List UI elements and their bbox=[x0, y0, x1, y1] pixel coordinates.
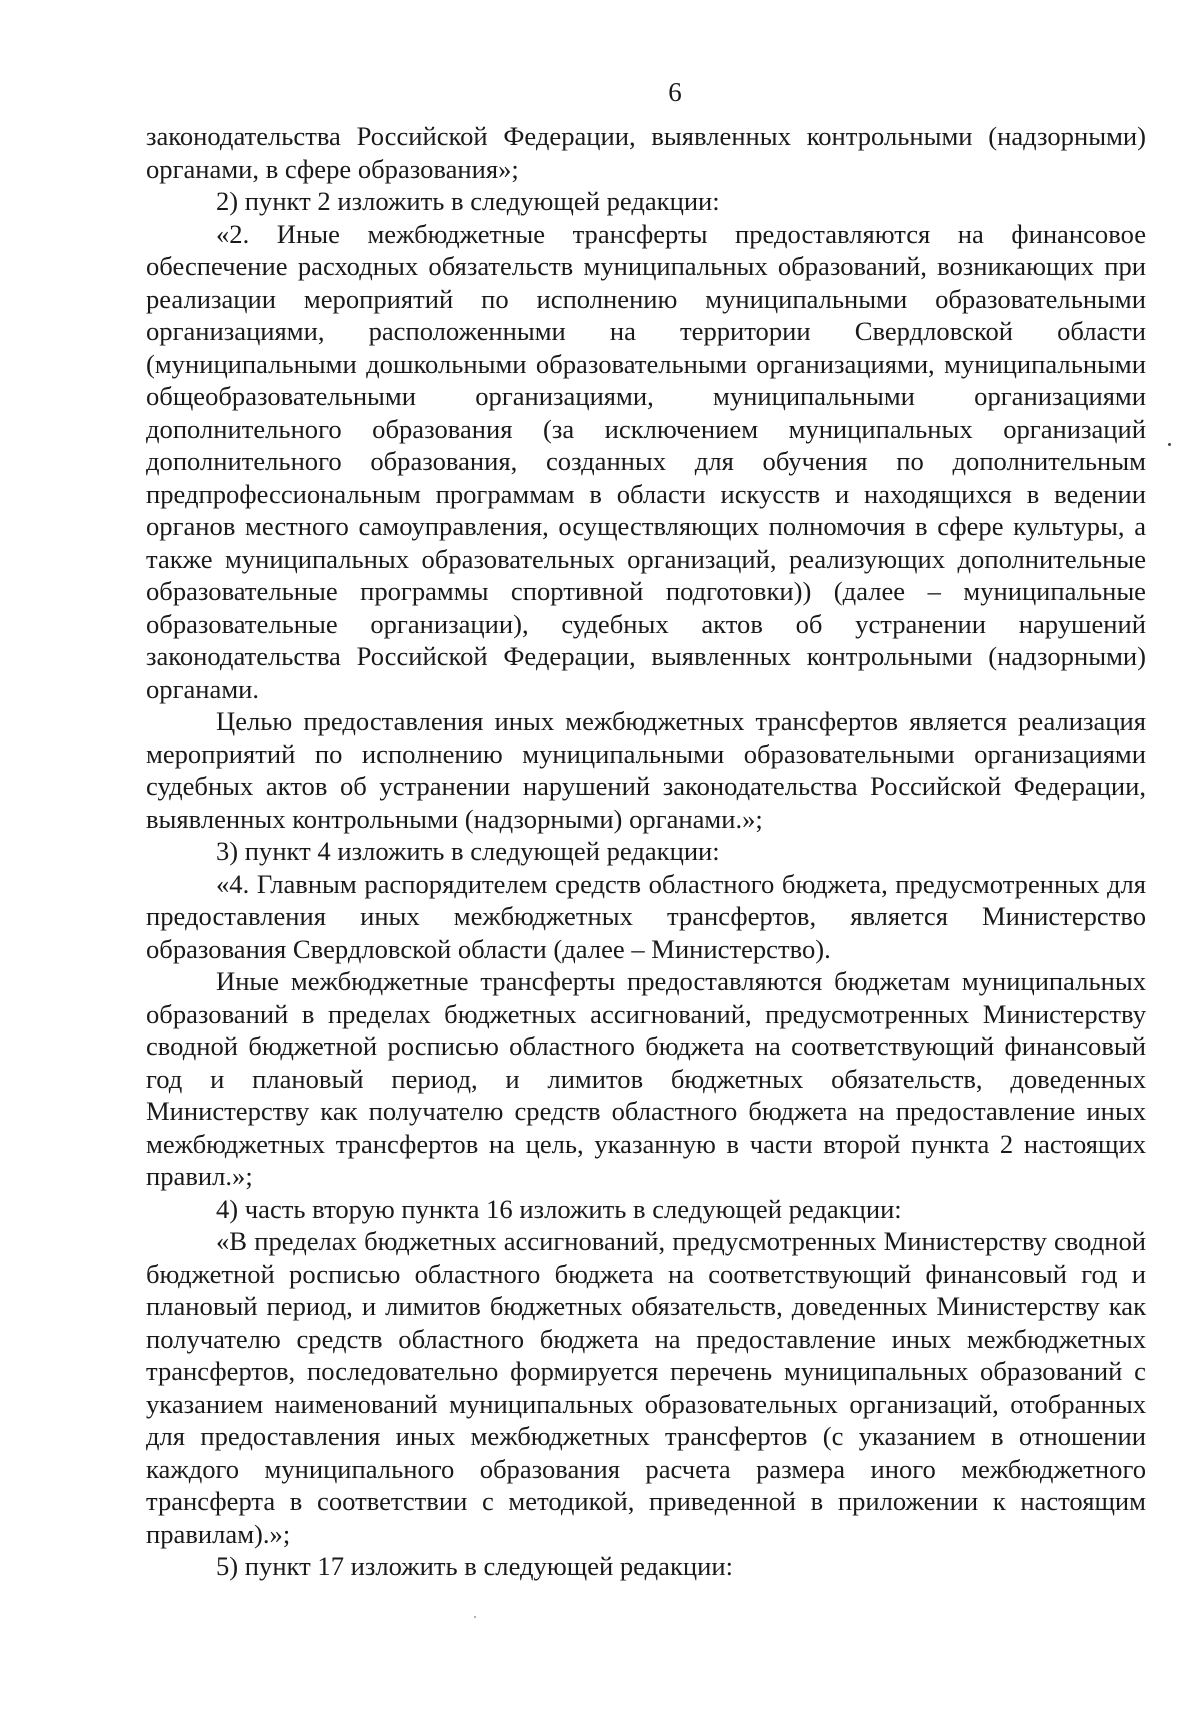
scan-artifact-dot bbox=[1168, 443, 1171, 446]
paragraph-purpose: Целью предоставления иных межбюджетных трансфертов является реализация мероприятий по исполнению муниципальными образовательными организациями судебных актов об устранении нарушений законодательства Российской Федерации, выявленных контрольными (надзорными) органами.»; bbox=[146, 706, 1146, 834]
paragraph-point-4-text: «4. Главным распорядителем средств областного бюджета, предусмотренных для предоставления иных межбюджетных трансфертов, является Министерство образования Свердловской области (далее – Министерство). bbox=[146, 868, 1146, 964]
page-number: 6 bbox=[668, 77, 682, 107]
paragraph-continuation: законодательства Российской Федерации, выявленных контрольными (надзорными) органами, в сфере образования»; bbox=[146, 121, 1146, 184]
paragraph-transfers-limits: Иные межбюджетные трансферты предоставляются бюджетам муниципальных образований в пределах бюджетных ассигнований, предусмотренных Министерству сводной бюджетной росписью областного бюджета на соответствующий финансовый год и плановый период, и лимитов бюджетных обязательств, доведенных Министерству как получателю средств областного бюджета на предоставление иных межбюджетных трансфертов на цель, указанную в части второй пункта 2 настоящих правил.»; bbox=[146, 966, 1146, 1191]
paragraph-item-2-heading: 2) пункт 2 изложить в следующей редакции: bbox=[216, 186, 720, 216]
paragraph-item-5-heading: 5) пункт 17 изложить в следующей редакции: bbox=[216, 1551, 733, 1581]
paragraph-item-4-heading: 4) часть вторую пункта 16 изложить в следующей редакции: bbox=[216, 1193, 902, 1224]
paragraph-item-3-heading: 3) пункт 4 изложить в следующей редакции: bbox=[216, 836, 720, 866]
document-body bbox=[146, 120, 1146, 1583]
paragraph-point-16-text: «В пределах бюджетных ассигнований, предусмотренных Министерству сводной бюджетной росписью областного бюджета на соответствующий финансовый год и плановый период, и лимитов бюджетных обязательств, доведенных Министерству как получателю средств областного бюджета на предоставление иных межбюджетных трансфертов, последовательно формируется перечень муниципальных образований с указанием наименований муниципальных образовательных организаций, отобранных для предоставления иных межбюджетных трансфертов (с указанием в отношении каждого муниципального образования расчета размера иного межбюджетного трансферта в соответствии с методикой, приведенной в приложении к настоящим правилам).»; bbox=[146, 1226, 1146, 1549]
paragraph-point-2-text: «2. Иные межбюджетные трансферты предоставляются на финансовое обеспечение расходных обязательств муниципальных образований, возникающих при реализации мероприятий по исполнению муниципальными образовательными организациями, расположенными на территории Свердловской области (муниципальными дошкольными образовательными организациями, муниципальными общеобразовательными организациями, муниципальными организациями дополнительного образования (за исключением муниципальных организаций дополнительного образования, созданных для обучения по дополнительным предпрофессиональным программам в области искусств и находящихся в ведении органов местного самоуправления, осуществляющих полномочия в сфере культуры, а также муниципальных образовательных организаций, реализующих дополнительные образовательные программы спортивной подготовки)) (далее – муниципальные образовательные организации), судебных актов об устранении нарушений законодательства Российской Федерации, выявленных контрольными (надзорными) органами. bbox=[146, 218, 1146, 704]
scan-artifact-dot bbox=[474, 1616, 476, 1618]
